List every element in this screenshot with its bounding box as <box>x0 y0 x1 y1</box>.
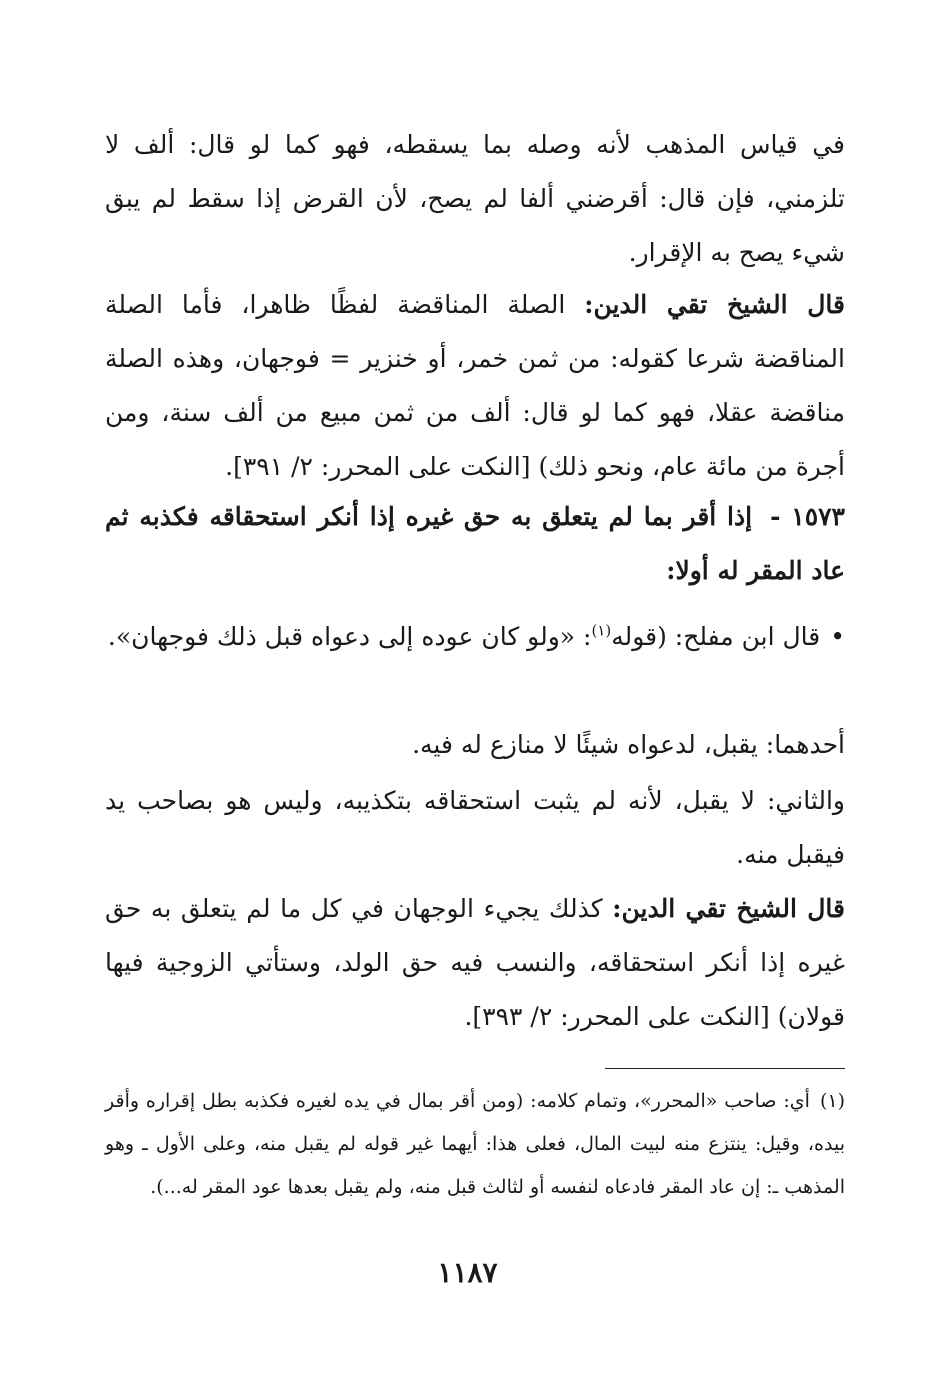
paragraph-5: والثاني: لا يقبل، لأنه لم يثبت استحقاقه بتكذيبه، وليس هو بصاحب يد فيقبل منه. <box>105 786 845 869</box>
paragraph-3-start: قال ابن مفلح: (قوله <box>611 622 821 651</box>
page-number: ١١٨٧ <box>437 1256 498 1289</box>
paragraph-6 <box>105 882 845 1044</box>
paragraph-2-body: الصلة المناقضة لفظًا ظاهرا، فأما الصلة المناقضة شرعا كقوله: من ثمن خمر، أو خنزير = فوجهان، وهذه الصلة مناقضة عقلا، فهو كما لو قال: ألف من ثمن مبيع من ألف سنة، ومن أجرة من مائة عام، ونحو ذلك) [النكت على المحرر: ٢/ ٣٩١]. <box>105 290 845 481</box>
paragraph-3-end: : «ولو كان عوده إلى دعواه قبل ذلك فوجهان». <box>107 622 592 651</box>
paragraph-6-body: كذلك يجيء الوجهان في كل ما لم يتعلق به حق غيره إذا أنكر استحقاقه، والنسب فيه حق الولد، وستأتي الزوجية فيها قولان) [النكت على المحرر: ٢/ ٣٩٣]. <box>105 894 845 1031</box>
footnote-text: أي: صاحب «المحرر»، وتمام كلامه: (ومن أقر بمال في يده لغيره فكذبه بطل إقراره وأقر بيده، وقيل: ينتزع منه لبيت المال، فعلى هذا: أيهما غير قوله لم يقبل منه، وعلى الأول ـ وهو المذهب ـ: إن عاد المقر فادعاه لنفسه أو لثالث قبل منه، ولم يقبل بعدها عود المقر له...). <box>105 1090 845 1198</box>
footnote <box>105 1080 845 1209</box>
footnote-number: (١) <box>819 1090 845 1112</box>
paragraph-4: أحدهما: يقبل، لدعواه شيئًا لا منازع له فيه. <box>412 730 845 759</box>
section-title: إذا أقر بما لم يتعلق به حق غيره إذا أنكر استحقاقه فكذبه ثم عاد المقر له أولا: <box>105 502 845 585</box>
paragraph-2 <box>105 278 845 494</box>
section-heading <box>105 490 845 598</box>
speaker-label: قال الشيخ تقي الدين: <box>584 290 845 319</box>
section-number: ١٥٧٣ - <box>770 502 845 531</box>
bullet-icon: • <box>830 622 845 651</box>
speaker-label: قال الشيخ تقي الدين: <box>612 894 845 923</box>
footnote-divider <box>605 1068 845 1069</box>
paragraph-3 <box>105 610 845 664</box>
footnote-ref: (١) <box>591 621 612 640</box>
paragraph-1: في قياس المذهب لأنه وصله بما يسقطه، فهو كما لو قال: ألف لا تلزمني، فإن قال: أقرضني ألفا لم يصح، لأن القرض إذا سقط لم يبق شيء يصح به الإقرار. <box>105 130 845 267</box>
